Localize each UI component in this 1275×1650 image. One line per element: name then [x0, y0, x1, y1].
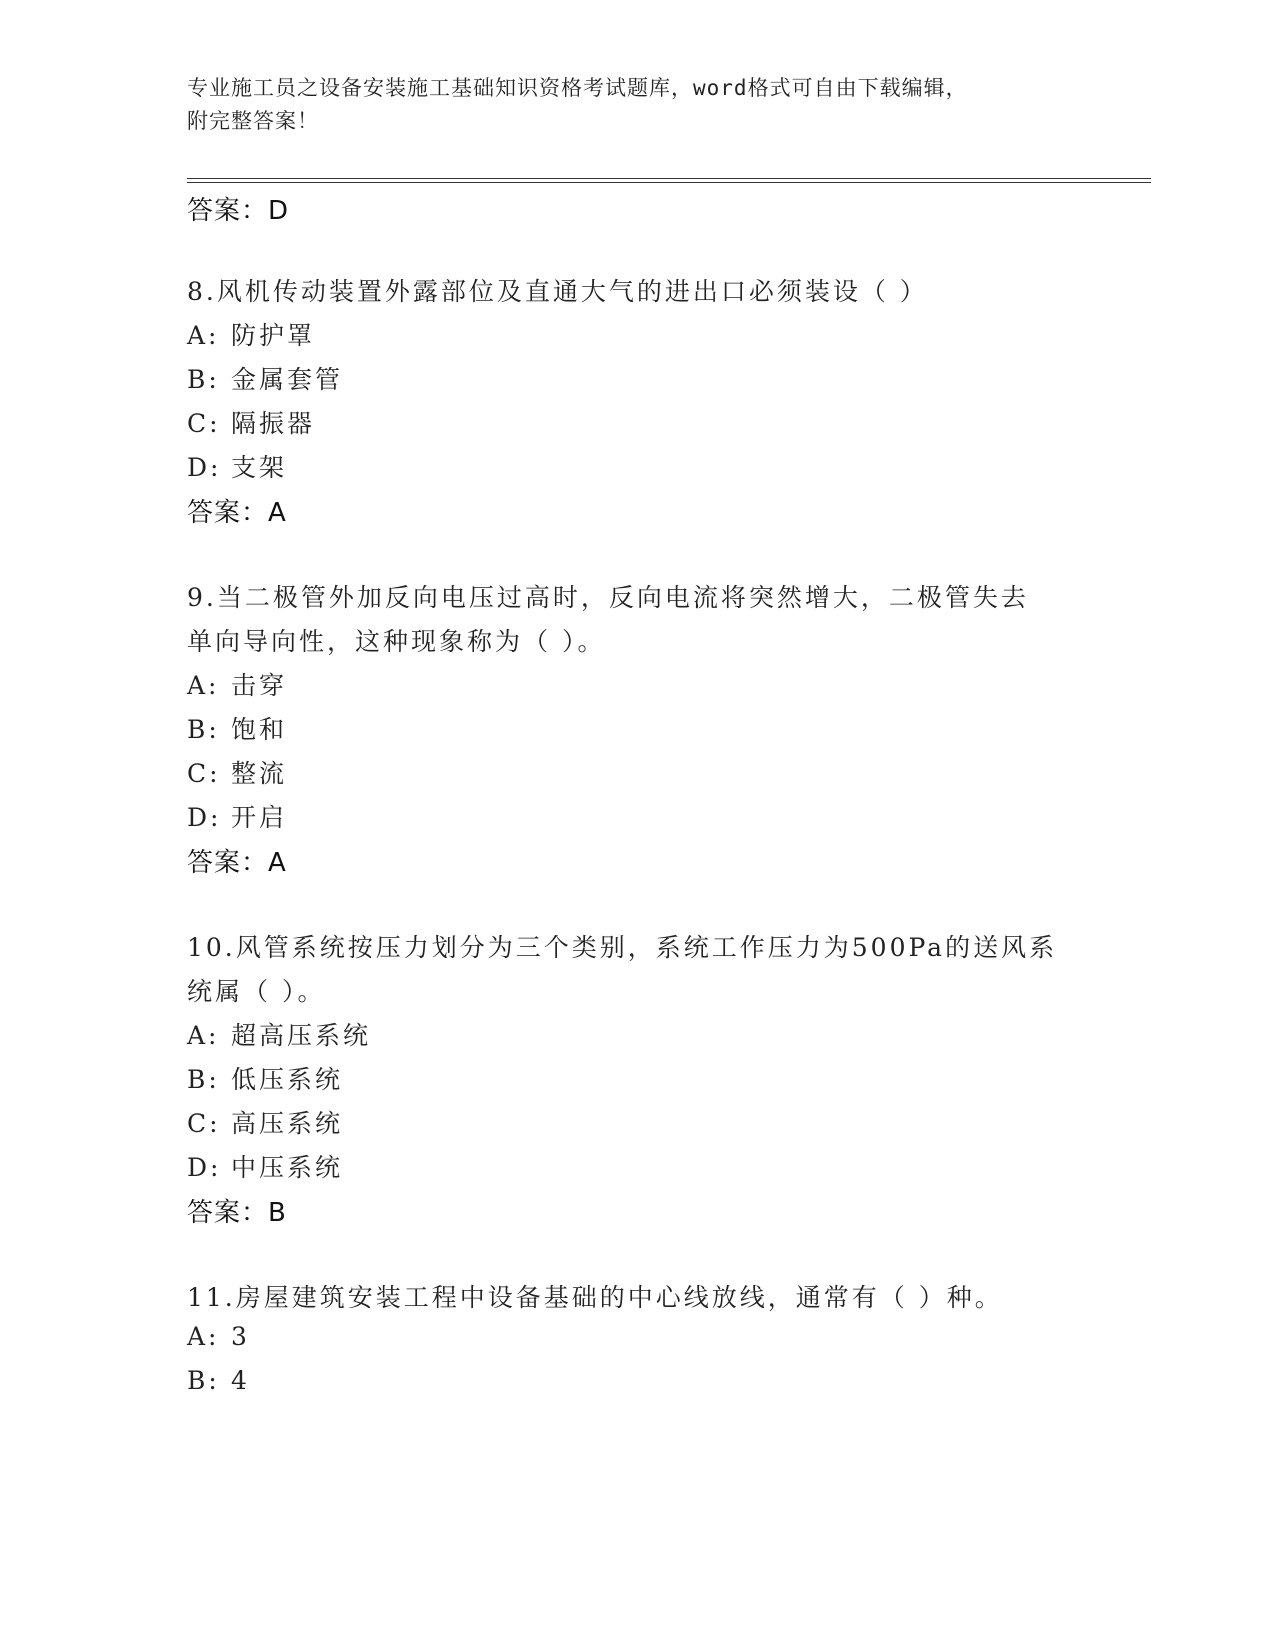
question-9-stem-line-2: 单向导向性，这种现象称为（ ）。: [187, 627, 606, 656]
question-9-answer: 答案：A: [187, 848, 287, 878]
question-8-option-c: [187, 404, 315, 440]
option-letter: D:: [187, 453, 222, 482]
header-line-2: 附完整答案！: [187, 109, 319, 133]
option-letter: C:: [187, 759, 221, 788]
option-letter: B:: [187, 365, 220, 394]
option-letter: A:: [187, 671, 220, 700]
question-8-option-a: [187, 316, 315, 352]
question-9-option-b: [187, 710, 287, 746]
option-text: 击穿: [231, 671, 288, 700]
question-8-option-d: [187, 448, 287, 484]
option-letter: D:: [187, 1153, 222, 1182]
option-text: 超高压系统: [231, 1021, 372, 1050]
question-10-option-c: [187, 1104, 343, 1140]
question-10-stem-line-1: 10.风管系统按压力划分为三个类别，系统工作压力为500Pa的送风系: [187, 933, 1058, 962]
question-10-option-d: [187, 1148, 343, 1184]
question-9-option-d: [187, 798, 287, 834]
option-text: 饱和: [231, 715, 288, 744]
header-divider: [187, 178, 1151, 183]
question-10-option-a: [187, 1016, 371, 1052]
option-text: 支架: [231, 453, 288, 482]
option-text: 3: [231, 1322, 250, 1351]
header-line-1: 专业施工员之设备安装施工基础知识资格考试题库，word格式可自由下载编辑，: [187, 76, 968, 100]
option-letter: B:: [187, 1366, 220, 1395]
option-text: 开启: [231, 803, 288, 832]
option-text: 隔振器: [231, 409, 316, 438]
question-9-option-a: [187, 666, 287, 702]
question-11-stem: 11.房屋建筑安装工程中设备基础的中心线放线，通常有（ ）种。: [187, 1283, 1003, 1312]
option-text: 金属套管: [231, 365, 344, 394]
option-text: 中压系统: [231, 1153, 344, 1182]
document-header: [187, 72, 1067, 138]
question-8-answer: 答案：A: [187, 498, 287, 528]
question-10-option-b: [187, 1060, 343, 1096]
option-text: 防护罩: [231, 321, 316, 350]
question-8-option-b: [187, 360, 343, 396]
option-text: 高压系统: [231, 1109, 344, 1138]
answer-previous: 答案：D: [187, 196, 290, 226]
question-9-stem-line-1: 9.当二极管外加反向电压过高时，反向电流将突然增大，二极管失去: [187, 583, 1029, 612]
question-10-answer: 答案：B: [187, 1198, 287, 1228]
option-letter: A:: [187, 1021, 220, 1050]
option-letter: B:: [187, 715, 220, 744]
option-letter: A:: [187, 321, 220, 350]
option-letter: B:: [187, 1065, 220, 1094]
option-text: 低压系统: [231, 1065, 344, 1094]
option-letter: C:: [187, 409, 221, 438]
question-10-stem-line-2: 统属（ ）。: [187, 977, 326, 1006]
question-11-option-a: [187, 1322, 250, 1351]
option-text: 4: [231, 1366, 250, 1395]
question-11-option-b: [187, 1366, 250, 1395]
option-letter: D:: [187, 803, 222, 832]
option-letter: C:: [187, 1109, 221, 1138]
question-8-stem: 8.风机传动装置外露部位及直通大气的进出口必须装设（ ）: [187, 277, 928, 306]
option-text: 整流: [231, 759, 288, 788]
question-9-option-c: [187, 754, 287, 790]
option-letter: A:: [187, 1322, 220, 1351]
